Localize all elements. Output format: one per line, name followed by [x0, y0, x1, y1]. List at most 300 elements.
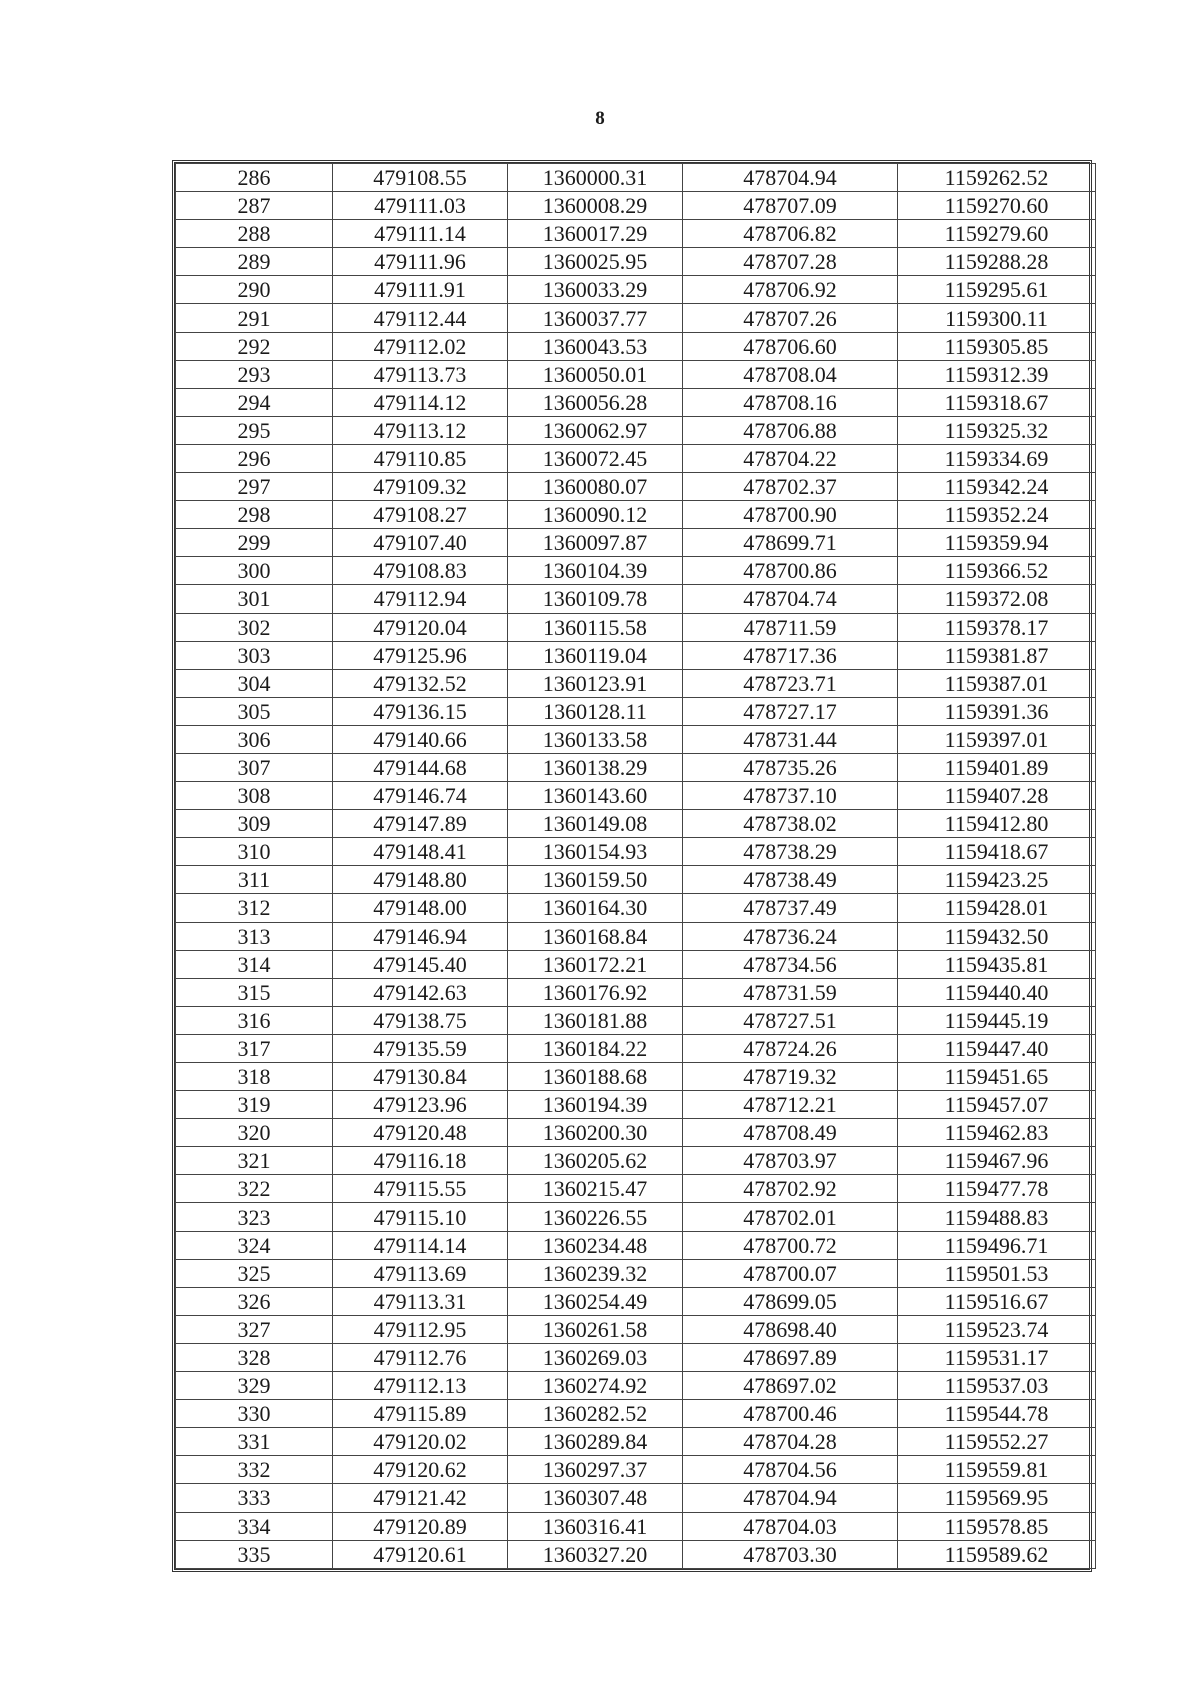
point-number-cell: 293 [176, 360, 333, 388]
y2-cell: 1159428.01 [898, 894, 1096, 922]
x2-cell: 478736.24 [683, 922, 898, 950]
table-row [176, 529, 1096, 557]
y2-cell: 1159462.83 [898, 1119, 1096, 1147]
point-number-cell: 309 [176, 810, 333, 838]
table-row [176, 894, 1096, 922]
table-row [176, 1372, 1096, 1400]
x2-cell: 478708.49 [683, 1119, 898, 1147]
point-number-cell: 330 [176, 1400, 333, 1428]
y1-cell: 1360000.31 [508, 164, 683, 192]
point-number-cell: 302 [176, 613, 333, 641]
y2-cell: 1159412.80 [898, 810, 1096, 838]
point-number-cell: 312 [176, 894, 333, 922]
y2-cell: 1159531.17 [898, 1343, 1096, 1371]
coordinates-table-body [176, 164, 1096, 1569]
y2-cell: 1159435.81 [898, 950, 1096, 978]
x1-cell: 479112.95 [333, 1315, 508, 1343]
x1-cell: 479148.80 [333, 866, 508, 894]
x1-cell: 479114.12 [333, 388, 508, 416]
point-number-cell: 332 [176, 1456, 333, 1484]
x2-cell: 478697.89 [683, 1343, 898, 1371]
y1-cell: 1360327.20 [508, 1540, 683, 1568]
x1-cell: 479120.02 [333, 1428, 508, 1456]
x1-cell: 479110.85 [333, 444, 508, 472]
point-number-cell: 321 [176, 1147, 333, 1175]
y2-cell: 1159477.78 [898, 1175, 1096, 1203]
y2-cell: 1159523.74 [898, 1315, 1096, 1343]
x1-cell: 479121.42 [333, 1484, 508, 1512]
table-row [176, 1259, 1096, 1287]
table-row [176, 501, 1096, 529]
table-row [176, 950, 1096, 978]
y2-cell: 1159305.85 [898, 332, 1096, 360]
table-row [176, 641, 1096, 669]
point-number-cell: 314 [176, 950, 333, 978]
x1-cell: 479120.61 [333, 1540, 508, 1568]
y1-cell: 1360239.32 [508, 1259, 683, 1287]
y1-cell: 1360080.07 [508, 473, 683, 501]
table-row [176, 416, 1096, 444]
x2-cell: 478737.10 [683, 782, 898, 810]
y2-cell: 1159352.24 [898, 501, 1096, 529]
x1-cell: 479112.76 [333, 1343, 508, 1371]
coordinates-table-frame [172, 160, 1092, 1572]
y2-cell: 1159432.50 [898, 922, 1096, 950]
point-number-cell: 311 [176, 866, 333, 894]
x1-cell: 479107.40 [333, 529, 508, 557]
x1-cell: 479108.27 [333, 501, 508, 529]
x1-cell: 479120.04 [333, 613, 508, 641]
y1-cell: 1360184.22 [508, 1034, 683, 1062]
y1-cell: 1360072.45 [508, 444, 683, 472]
table-row [176, 473, 1096, 501]
y1-cell: 1360205.62 [508, 1147, 683, 1175]
x2-cell: 478703.30 [683, 1540, 898, 1568]
x1-cell: 479135.59 [333, 1034, 508, 1062]
x1-cell: 479115.55 [333, 1175, 508, 1203]
x2-cell: 478727.51 [683, 1006, 898, 1034]
x1-cell: 479111.96 [333, 248, 508, 276]
y1-cell: 1360234.48 [508, 1231, 683, 1259]
table-row [176, 866, 1096, 894]
y2-cell: 1159366.52 [898, 557, 1096, 585]
x1-cell: 479113.69 [333, 1259, 508, 1287]
y1-cell: 1360176.92 [508, 978, 683, 1006]
y1-cell: 1360261.58 [508, 1315, 683, 1343]
y1-cell: 1360017.29 [508, 220, 683, 248]
y2-cell: 1159342.24 [898, 473, 1096, 501]
x2-cell: 478704.56 [683, 1456, 898, 1484]
y2-cell: 1159312.39 [898, 360, 1096, 388]
page-number: 8 [595, 108, 605, 129]
x2-cell: 478700.46 [683, 1400, 898, 1428]
table-row [176, 1428, 1096, 1456]
y1-cell: 1360297.37 [508, 1456, 683, 1484]
y2-cell: 1159397.01 [898, 725, 1096, 753]
table-row [176, 922, 1096, 950]
y1-cell: 1360188.68 [508, 1063, 683, 1091]
point-number-cell: 327 [176, 1315, 333, 1343]
table-row [176, 613, 1096, 641]
point-number-cell: 310 [176, 838, 333, 866]
point-number-cell: 286 [176, 164, 333, 192]
x1-cell: 479115.89 [333, 1400, 508, 1428]
y2-cell: 1159359.94 [898, 529, 1096, 557]
x1-cell: 479148.41 [333, 838, 508, 866]
x1-cell: 479113.73 [333, 360, 508, 388]
x2-cell: 478700.86 [683, 557, 898, 585]
y1-cell: 1360128.11 [508, 697, 683, 725]
table-row [176, 304, 1096, 332]
y1-cell: 1360289.84 [508, 1428, 683, 1456]
x1-cell: 479108.83 [333, 557, 508, 585]
x1-cell: 479111.03 [333, 192, 508, 220]
table-row [176, 725, 1096, 753]
point-number-cell: 290 [176, 276, 333, 304]
point-number-cell: 313 [176, 922, 333, 950]
y1-cell: 1360172.21 [508, 950, 683, 978]
table-row [176, 1231, 1096, 1259]
x2-cell: 478738.02 [683, 810, 898, 838]
table-row [176, 360, 1096, 388]
x2-cell: 478738.49 [683, 866, 898, 894]
table-row [176, 164, 1096, 192]
x1-cell: 479132.52 [333, 669, 508, 697]
y2-cell: 1159589.62 [898, 1540, 1096, 1568]
x1-cell: 479114.14 [333, 1231, 508, 1259]
x2-cell: 478735.26 [683, 753, 898, 781]
point-number-cell: 296 [176, 444, 333, 472]
point-number-cell: 323 [176, 1203, 333, 1231]
table-row [176, 697, 1096, 725]
y2-cell: 1159262.52 [898, 164, 1096, 192]
x2-cell: 478702.01 [683, 1203, 898, 1231]
point-number-cell: 291 [176, 304, 333, 332]
y2-cell: 1159501.53 [898, 1259, 1096, 1287]
table-row [176, 1147, 1096, 1175]
y2-cell: 1159279.60 [898, 220, 1096, 248]
point-number-cell: 326 [176, 1287, 333, 1315]
x2-cell: 478698.40 [683, 1315, 898, 1343]
point-number-cell: 292 [176, 332, 333, 360]
y1-cell: 1360097.87 [508, 529, 683, 557]
x2-cell: 478724.26 [683, 1034, 898, 1062]
y2-cell: 1159440.40 [898, 978, 1096, 1006]
table-row [176, 444, 1096, 472]
x1-cell: 479113.12 [333, 416, 508, 444]
y1-cell: 1360164.30 [508, 894, 683, 922]
point-number-cell: 307 [176, 753, 333, 781]
x2-cell: 478706.60 [683, 332, 898, 360]
table-row [176, 1287, 1096, 1315]
y2-cell: 1159496.71 [898, 1231, 1096, 1259]
y2-cell: 1159544.78 [898, 1400, 1096, 1428]
x1-cell: 479115.10 [333, 1203, 508, 1231]
table-row [176, 248, 1096, 276]
y1-cell: 1360274.92 [508, 1372, 683, 1400]
y1-cell: 1360050.01 [508, 360, 683, 388]
y2-cell: 1159467.96 [898, 1147, 1096, 1175]
y2-cell: 1159325.32 [898, 416, 1096, 444]
point-number-cell: 334 [176, 1512, 333, 1540]
y1-cell: 1360316.41 [508, 1512, 683, 1540]
table-row [176, 1456, 1096, 1484]
x1-cell: 479147.89 [333, 810, 508, 838]
x2-cell: 478711.59 [683, 613, 898, 641]
x2-cell: 478731.44 [683, 725, 898, 753]
point-number-cell: 297 [176, 473, 333, 501]
y2-cell: 1159295.61 [898, 276, 1096, 304]
point-number-cell: 319 [176, 1091, 333, 1119]
point-number-cell: 324 [176, 1231, 333, 1259]
table-row [176, 1034, 1096, 1062]
y2-cell: 1159559.81 [898, 1456, 1096, 1484]
x2-cell: 478727.17 [683, 697, 898, 725]
table-row [176, 220, 1096, 248]
x2-cell: 478704.22 [683, 444, 898, 472]
y2-cell: 1159578.85 [898, 1512, 1096, 1540]
y1-cell: 1360062.97 [508, 416, 683, 444]
x1-cell: 479140.66 [333, 725, 508, 753]
table-row [176, 1540, 1096, 1568]
point-number-cell: 322 [176, 1175, 333, 1203]
x1-cell: 479144.68 [333, 753, 508, 781]
point-number-cell: 287 [176, 192, 333, 220]
x2-cell: 478707.09 [683, 192, 898, 220]
point-number-cell: 333 [176, 1484, 333, 1512]
x2-cell: 478699.05 [683, 1287, 898, 1315]
table-row [176, 1091, 1096, 1119]
y1-cell: 1360043.53 [508, 332, 683, 360]
point-number-cell: 320 [176, 1119, 333, 1147]
x1-cell: 479120.62 [333, 1456, 508, 1484]
y1-cell: 1360123.91 [508, 669, 683, 697]
x1-cell: 479125.96 [333, 641, 508, 669]
point-number-cell: 288 [176, 220, 333, 248]
y1-cell: 1360194.39 [508, 1091, 683, 1119]
y2-cell: 1159387.01 [898, 669, 1096, 697]
point-number-cell: 316 [176, 1006, 333, 1034]
x2-cell: 478700.72 [683, 1231, 898, 1259]
y1-cell: 1360143.60 [508, 782, 683, 810]
x2-cell: 478737.49 [683, 894, 898, 922]
table-row [176, 1400, 1096, 1428]
x2-cell: 478717.36 [683, 641, 898, 669]
x2-cell: 478704.28 [683, 1428, 898, 1456]
y1-cell: 1360056.28 [508, 388, 683, 416]
point-number-cell: 328 [176, 1343, 333, 1371]
y1-cell: 1360282.52 [508, 1400, 683, 1428]
point-number-cell: 305 [176, 697, 333, 725]
point-number-cell: 308 [176, 782, 333, 810]
y2-cell: 1159451.65 [898, 1063, 1096, 1091]
x1-cell: 479109.32 [333, 473, 508, 501]
x2-cell: 478723.71 [683, 669, 898, 697]
coordinates-table [175, 163, 1096, 1569]
point-number-cell: 315 [176, 978, 333, 1006]
table-row [176, 276, 1096, 304]
y2-cell: 1159270.60 [898, 192, 1096, 220]
x1-cell: 479111.91 [333, 276, 508, 304]
point-number-cell: 300 [176, 557, 333, 585]
y2-cell: 1159445.19 [898, 1006, 1096, 1034]
y2-cell: 1159378.17 [898, 613, 1096, 641]
point-number-cell: 299 [176, 529, 333, 557]
x2-cell: 478706.82 [683, 220, 898, 248]
x1-cell: 479145.40 [333, 950, 508, 978]
y2-cell: 1159391.36 [898, 697, 1096, 725]
table-row [176, 753, 1096, 781]
y2-cell: 1159318.67 [898, 388, 1096, 416]
y2-cell: 1159569.95 [898, 1484, 1096, 1512]
x2-cell: 478699.71 [683, 529, 898, 557]
x2-cell: 478702.37 [683, 473, 898, 501]
x1-cell: 479112.44 [333, 304, 508, 332]
y1-cell: 1360037.77 [508, 304, 683, 332]
point-number-cell: 335 [176, 1540, 333, 1568]
table-row [176, 1006, 1096, 1034]
x2-cell: 478704.94 [683, 1484, 898, 1512]
table-row [176, 1512, 1096, 1540]
table-row [176, 810, 1096, 838]
x1-cell: 479138.75 [333, 1006, 508, 1034]
x2-cell: 478708.04 [683, 360, 898, 388]
x1-cell: 479112.13 [333, 1372, 508, 1400]
x2-cell: 478704.03 [683, 1512, 898, 1540]
y1-cell: 1360090.12 [508, 501, 683, 529]
table-row [176, 1203, 1096, 1231]
table-row [176, 192, 1096, 220]
table-row [176, 585, 1096, 613]
point-number-cell: 294 [176, 388, 333, 416]
table-row [176, 388, 1096, 416]
table-row [176, 332, 1096, 360]
table-row [176, 1119, 1096, 1147]
point-number-cell: 306 [176, 725, 333, 753]
y1-cell: 1360033.29 [508, 276, 683, 304]
y1-cell: 1360154.93 [508, 838, 683, 866]
x2-cell: 478706.88 [683, 416, 898, 444]
x2-cell: 478704.74 [683, 585, 898, 613]
table-row [176, 1063, 1096, 1091]
point-number-cell: 318 [176, 1063, 333, 1091]
y2-cell: 1159457.07 [898, 1091, 1096, 1119]
table-row [176, 557, 1096, 585]
x2-cell: 478704.94 [683, 164, 898, 192]
x2-cell: 478703.97 [683, 1147, 898, 1175]
y2-cell: 1159488.83 [898, 1203, 1096, 1231]
x2-cell: 478697.02 [683, 1372, 898, 1400]
point-number-cell: 301 [176, 585, 333, 613]
point-number-cell: 331 [176, 1428, 333, 1456]
y1-cell: 1360115.58 [508, 613, 683, 641]
y1-cell: 1360215.47 [508, 1175, 683, 1203]
point-number-cell: 295 [176, 416, 333, 444]
table-row [176, 978, 1096, 1006]
x2-cell: 478738.29 [683, 838, 898, 866]
y2-cell: 1159401.89 [898, 753, 1096, 781]
y1-cell: 1360025.95 [508, 248, 683, 276]
x1-cell: 479116.18 [333, 1147, 508, 1175]
x1-cell: 479142.63 [333, 978, 508, 1006]
x2-cell: 478700.90 [683, 501, 898, 529]
y2-cell: 1159423.25 [898, 866, 1096, 894]
y1-cell: 1360008.29 [508, 192, 683, 220]
x2-cell: 478734.56 [683, 950, 898, 978]
y2-cell: 1159418.67 [898, 838, 1096, 866]
y1-cell: 1360159.50 [508, 866, 683, 894]
table-row [176, 1175, 1096, 1203]
x2-cell: 478731.59 [683, 978, 898, 1006]
table-row [176, 838, 1096, 866]
x2-cell: 478719.32 [683, 1063, 898, 1091]
table-row [176, 1343, 1096, 1371]
y1-cell: 1360307.48 [508, 1484, 683, 1512]
y2-cell: 1159288.28 [898, 248, 1096, 276]
x1-cell: 479112.02 [333, 332, 508, 360]
table-row [176, 1484, 1096, 1512]
x1-cell: 479130.84 [333, 1063, 508, 1091]
point-number-cell: 298 [176, 501, 333, 529]
y2-cell: 1159334.69 [898, 444, 1096, 472]
point-number-cell: 303 [176, 641, 333, 669]
table-row [176, 669, 1096, 697]
x1-cell: 479146.74 [333, 782, 508, 810]
x1-cell: 479120.89 [333, 1512, 508, 1540]
y1-cell: 1360133.58 [508, 725, 683, 753]
y2-cell: 1159407.28 [898, 782, 1096, 810]
x1-cell: 479146.94 [333, 922, 508, 950]
x2-cell: 478702.92 [683, 1175, 898, 1203]
x1-cell: 479111.14 [333, 220, 508, 248]
x1-cell: 479112.94 [333, 585, 508, 613]
y1-cell: 1360138.29 [508, 753, 683, 781]
y1-cell: 1360104.39 [508, 557, 683, 585]
y1-cell: 1360119.04 [508, 641, 683, 669]
point-number-cell: 325 [176, 1259, 333, 1287]
x2-cell: 478700.07 [683, 1259, 898, 1287]
table-row [176, 782, 1096, 810]
y1-cell: 1360226.55 [508, 1203, 683, 1231]
y2-cell: 1159381.87 [898, 641, 1096, 669]
x2-cell: 478708.16 [683, 388, 898, 416]
point-number-cell: 289 [176, 248, 333, 276]
x1-cell: 479108.55 [333, 164, 508, 192]
x1-cell: 479120.48 [333, 1119, 508, 1147]
x1-cell: 479113.31 [333, 1287, 508, 1315]
y1-cell: 1360109.78 [508, 585, 683, 613]
y2-cell: 1159516.67 [898, 1287, 1096, 1315]
y1-cell: 1360200.30 [508, 1119, 683, 1147]
x1-cell: 479123.96 [333, 1091, 508, 1119]
y2-cell: 1159552.27 [898, 1428, 1096, 1456]
y2-cell: 1159447.40 [898, 1034, 1096, 1062]
x2-cell: 478707.28 [683, 248, 898, 276]
y1-cell: 1360181.88 [508, 1006, 683, 1034]
y2-cell: 1159300.11 [898, 304, 1096, 332]
y2-cell: 1159372.08 [898, 585, 1096, 613]
table-row [176, 1315, 1096, 1343]
point-number-cell: 304 [176, 669, 333, 697]
y1-cell: 1360269.03 [508, 1343, 683, 1371]
y1-cell: 1360149.08 [508, 810, 683, 838]
point-number-cell: 329 [176, 1372, 333, 1400]
x2-cell: 478707.26 [683, 304, 898, 332]
x2-cell: 478712.21 [683, 1091, 898, 1119]
y1-cell: 1360168.84 [508, 922, 683, 950]
y2-cell: 1159537.03 [898, 1372, 1096, 1400]
x2-cell: 478706.92 [683, 276, 898, 304]
